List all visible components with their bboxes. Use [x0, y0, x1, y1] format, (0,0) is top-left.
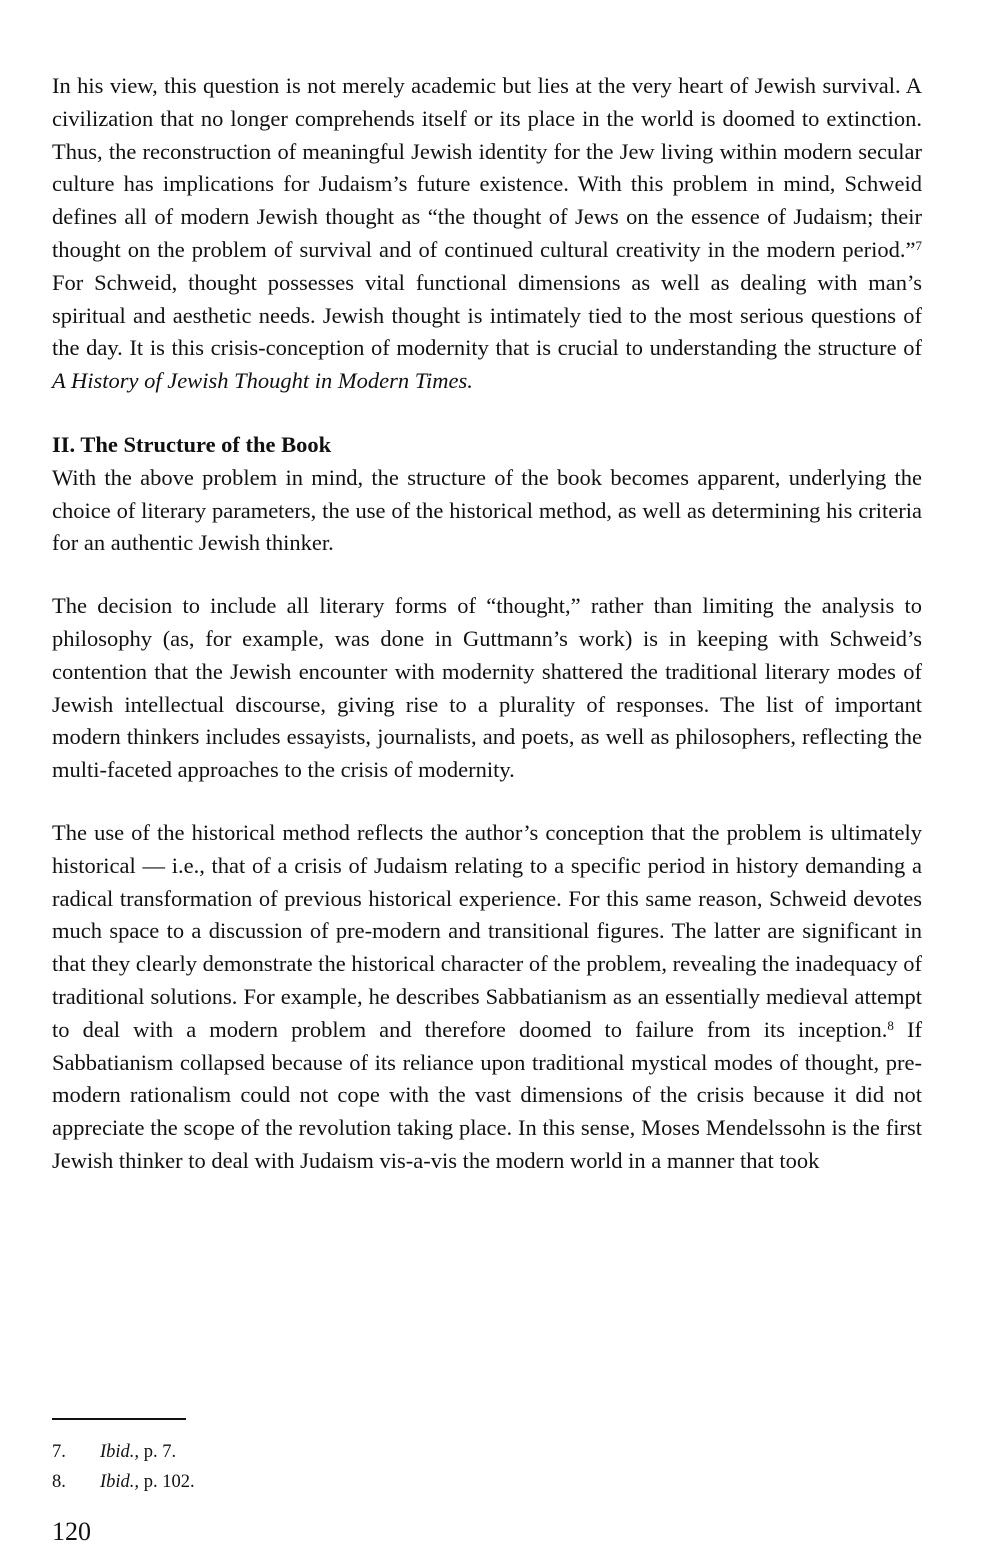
footnote-item [52, 1437, 452, 1467]
footnote-marker-8: 8 [887, 1017, 894, 1033]
page-body [52, 70, 922, 1178]
footnote-reference: p. 7. [139, 1442, 177, 1462]
footnote-divider [52, 1418, 186, 1420]
paragraph-text: In his view, this question is not merely academic but lies at the very heart of Jewish survival. A civilization that no longer comprehends itself or its place in the world is doomed to extinction. Thus, the reconstruction of meaningful Jewish identity for the Jew living within modern secular culture has implications for Judaism’s future existence. With this problem in mind, Schweid defines all of modern Jewish thought as “the thought of Jews on the essence of Judaism; their thought on the problem of survival and of continued cultural creativity in the modern period.” [52, 73, 922, 262]
footnote-marker-7: 7 [915, 237, 922, 253]
footnote-number: 7. [52, 1442, 66, 1462]
paragraph-intro [52, 70, 922, 398]
paragraph-historical-method [52, 817, 922, 1178]
page-number: 120 [52, 1517, 91, 1546]
book-title: A History of Jewish Thought in Modern Times. [52, 368, 473, 394]
paragraph-text: The use of the historical method reflects the author’s conception that the problem is ultimately historical — i.e., that of a crisis of Judaism relating to a specific period in history demanding a radical transformation of previous historical experience. For this same reason, Schweid devotes much space to a discussion of pre-modern and transitional figures. The latter are significant in that they clearly demonstrate the historical character of the problem, revealing the inadequacy of traditional solutions. For example, he describes Sabbatianism as an essentially medieval attempt to deal with a modern problem and therefore doomed to failure from its inception. [52, 819, 922, 1042]
section-heading: II. The Structure of the Book [52, 431, 332, 457]
footnote-ibid: Ibid., [100, 1442, 140, 1462]
paragraph-text: If Sabbatianism collapsed because of its reliance upon traditional mystical modes of thought, pre-modern rationalism could not cope with the vast dimensions of the crisis because it did not appreciate the scope of the revolution taking place. In this sense, Moses Mendelssohn is the first Jewish thinker to deal with Judaism vis-a-vis the modern world in a manner that took [52, 1016, 922, 1173]
footnotes [52, 1437, 452, 1497]
footnote-number: 8. [52, 1472, 66, 1492]
paragraph-structure: With the above problem in mind, the structure of the book becomes apparent, underlying the choice of literary parameters, the use of the historical method, as well as determining his criteria for an authentic Jewish thinker. [52, 464, 922, 556]
footnote-text [100, 1437, 176, 1467]
footnote-text [100, 1467, 195, 1497]
footnote-item [52, 1467, 452, 1497]
paragraph-text: For Schweid, thought possesses vital functional dimensions as well as dealing with man’s spiritual and aesthetic needs. Jewish thought is intimately tied to the most serious questions of the day. It is this crisis-conception of modernity that is crucial to understanding the structure of [52, 269, 922, 361]
paragraph-literary-forms: The decision to include all literary forms of “thought,” rather than limiting the analysis to philosophy (as, for example, was done in Guttmann’s work) is in keeping with Schweid’s contention that the Jewish encounter with modernity shattered the traditional literary modes of Jewish intellectual discourse, giving rise to a plurality of responses. The list of important modern thinkers includes essayists, journalists, and poets, as well as philosophers, reflecting the multi-faceted approaches to the crisis of modernity. [52, 593, 922, 783]
footnote-reference: p. 102. [139, 1472, 195, 1492]
footnote-ibid: Ibid., [100, 1472, 140, 1492]
